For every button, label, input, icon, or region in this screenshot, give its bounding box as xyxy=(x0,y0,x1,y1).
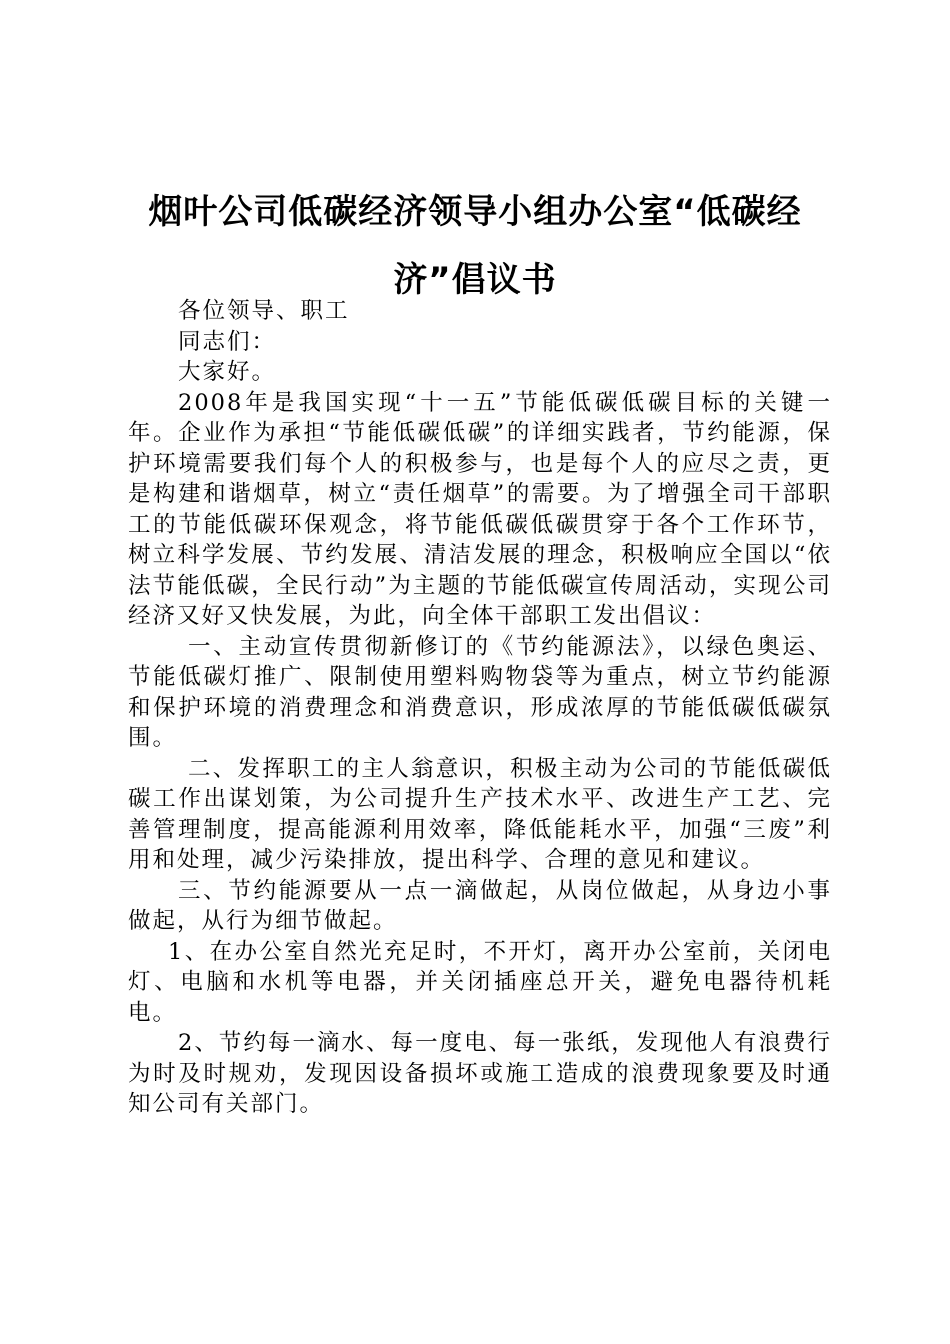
sub-item-2-paragraph: 2、节约每一滴水、每一度电、每一张纸，发现他人有浪费行为时及时规劝，发现因设备损坏或施工造成的浪费现象要及时通知公司有关部门。 xyxy=(128,1030,832,1117)
title-line-1: 烟叶公司低碳经济领导小组办公室“低碳经 xyxy=(148,192,802,232)
item-3-paragraph: 三、节约能源要从一点一滴做起，从岗位做起，从身边小事做起，从行为细节做起。 xyxy=(128,877,832,934)
salutation-line-2: 同志们： xyxy=(178,328,277,355)
greeting: 大家好。 xyxy=(178,359,277,385)
salutation-line-1: 各位领导、职工 xyxy=(178,298,350,324)
title-line-2: 济”倡议书 xyxy=(393,260,557,300)
item-2-paragraph: 二、发挥职工的主人翁意识，积极主动为公司的节能低碳低碳工作出谋划策，为公司提升生产技术水平、改进生产工艺、完善管理制度，提高能源利用效率，降低能耗水平，加强“三废”利用和处理，减少污染排放，提出科学、合理的意见和建议。 xyxy=(128,755,832,873)
item-1-paragraph: 一、主动宣传贯彻新修订的《节约能源法》，以绿色奥运、节能低碳灯推广、限制使用塑料购物袋等为重点，树立节约能源和保护环境的消费理念和消费意识，形成浓厚的节能低碳低碳氛围。 xyxy=(128,633,832,751)
intro-paragraph: 2008年是我国实现“十一五”节能低碳低碳目标的关键一年。企业作为承担“节能低碳低碳”的详细实践者，节约能源，保护环境需要我们每个人的积极参与，也是每个人的应尽之责，更是构建和谐烟草，树立“责任烟草”的需要。为了增强全司干部职工的节能低碳环保观念，将节能低碳低碳贯穿于各个工作环节，树立科学发展、节约发展、清洁发展的理念，积极响应全国以“依法节能低碳，全民行动”为主题的节能低碳宣传周活动，实现公司经济又好又快发展，为此，向全体干部职工发出倡议： xyxy=(128,389,832,629)
document-title xyxy=(120,178,830,314)
document-body xyxy=(128,296,832,1120)
sub-item-1-paragraph: 1、在办公室自然光充足时，不开灯，离开办公室前，关闭电灯、电脑和水机等电器，并关闭插座总开关，避免电器待机耗电。 xyxy=(128,938,832,1026)
